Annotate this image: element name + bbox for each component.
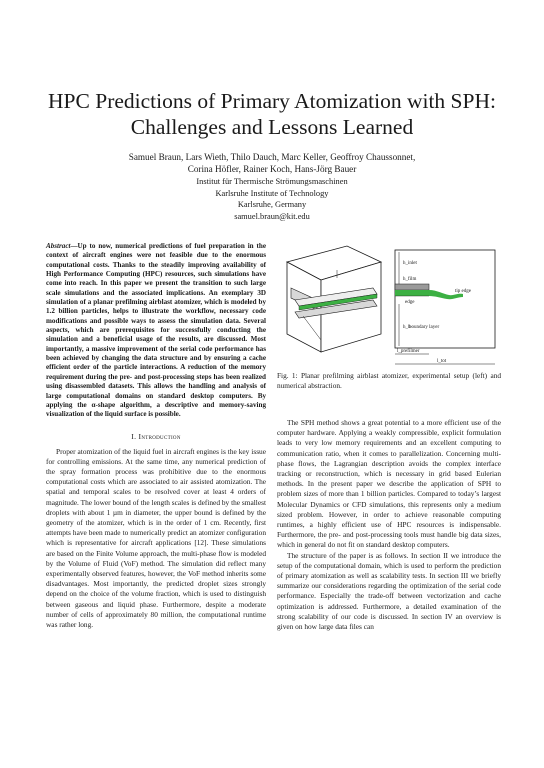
section-heading-introduction: I. Introduction [131, 431, 181, 441]
label-l-prefilmer: l_prefilmer [397, 349, 420, 354]
right-paragraph-2: The structure of the paper is as follows. In section II we introduce the setup of the computational domain, which is used to perform the prediction of primary atomization as well as scalability tests. In section III we briefly summarize our considerations regarding the optimization of the serial code performance. Especially the trade-off between vectorization and cache optimization is addressed. Furthermore, a detailed examination of the strong scalability of our code is discussed. In section IV an overview is given on how large data files can [277, 550, 501, 632]
label-h-inlet: h_inlet [403, 261, 417, 266]
abstract [46, 242, 266, 420]
authors-line-1: Samuel Braun, Lars Wieth, Thilo Dauch, Marc Keller, Geoffroy Chaussonnet, [128, 152, 416, 162]
label-tip-edge: tip edge [455, 289, 471, 294]
right-column-text [277, 418, 501, 632]
atomizer-diagram [277, 240, 501, 370]
label-h-film: h_film [403, 277, 417, 282]
paper-title [20, 88, 524, 140]
label-l-tot: l_tot [437, 359, 447, 364]
figure-caption: Fig. 1: Planar prefilming airblast atomizer, experimental setup (left) and numerical abstraction. [277, 371, 501, 390]
title-line-2: Challenges and Lessons Learned [130, 115, 414, 139]
author-email[interactable]: samuel.braun@kit.edu [234, 211, 310, 221]
affiliation-university: Karlsruhe Institute of Technology [215, 188, 329, 198]
numerical-abstraction [395, 250, 495, 364]
label-h-boundary: h_b [403, 325, 411, 330]
affiliation-block [20, 176, 524, 222]
title-line-1: HPC Predictions of Primary Atomization with SPH: [48, 89, 496, 113]
abstract-text: —Up to now, numerical predictions of fuel preparation in the context of aircraft engines were not feasible due to the enormous computational costs. Thanks to the steadily improving availability of High Performance Computing (HPC) resources, such simulations have come into reach. In this paper we present the transition to such large scale simulations and the associated implications. An exemplary 3D simulation of a planar prefilming airblast atomizer, which is modeled by 1.2 billion particles, helps to illustrate the workflow, necessary code modifications and possible ways to assess the simulation data. Several aspects, which are prerequisites for successfully conducting the simulation and a beneficial usage of the results, are discussed. Most importantly, a massive improvement of the serial code performance has been achieved by changing the data structure and by ensuring a cache efficient order of the particle interactions. A reduction of the memory requirement during the pre- and post-processing steps has been realized using disassembled datasets. This allows the handling and analysis of large computational domains on standard desktop computers. By applying the α-shape algorithm, a descriptive and memory-saving visualization of the liquid surface is possible. [46, 242, 266, 419]
authors-line-2: Corina Höfler, Rainer Koch, Hans-Jörg Bauer [187, 163, 357, 174]
right-paragraph-1: The SPH method shows a great potential to a more efficient use of the computer hardware. Applying a weakly compressible, explicit formulation leads to very low memory requirements and an excellent computing to communication ratio, when it comes to parallelization. Concerning multi-phase flows, the Lagrangian description avoids the complex interface tracking or reconstruction, which is necessary in grid based Eulerian methods. In the present paper we describe the application of SPH to problem sizes of more than 1 billion particles. Compared to today’s largest Molecular Dynamics or CFD simulations, this represents only a medium sized problem. However, in order to achieve reasonable computing runtimes, a highly efficient use of HPC resources is indispensable. Furthermore, the pre- and post-processing tools must handle big data sizes, which in general do not fit on standard desktop computers. [277, 418, 501, 550]
atomizer-photo-sketch [287, 246, 381, 352]
label-edge: edge [405, 300, 415, 305]
author-list [20, 152, 524, 175]
figure-1 [277, 240, 501, 370]
abstract-lead: Abstract [46, 242, 71, 250]
intro-paragraph-1: Proper atomization of the liquid fuel in aircraft engines is the key issue for controlling emissions. At the same time, any numerical prediction of the spray formation process was prohibitive due to the enormous computational costs which are associated to air assisted atomization. The spatial and temporal scales to be resolved cover at least 4 orders of magnitude. The lower bound of the length scales is defined by the smallest droplets with about 1 µm in diameter, the upper bound is defined by the geometry of the atomizer, which is in the order of 1 cm. Recently, first attempts have been made to numerically predict an atomizer configuration which is representative for aircraft applications [12]. These simulations are based on the Finite Volume approach, the multi-phase flow is modeled by the Volume of Fluid (VoF) method. The simulation did reflect many experimentally observed features, however, the VoF method inherits some disadvantages. Most importantly, the predicted droplet sizes strongly depend on the choice of the volume fraction, which is used to distinguish between gaseous and liquid phase. Furthermore, despite a moderate number of cells of approximately 80 million, the computational runtime was rather long. [46, 446, 266, 629]
left-column [46, 242, 266, 630]
affiliation-location: Karlsruhe, Germany [237, 200, 307, 210]
label-boundary-layer: boundary layer [409, 325, 440, 330]
affiliation-institute: Institut für Thermische Strömungsmaschinen [196, 177, 348, 186]
